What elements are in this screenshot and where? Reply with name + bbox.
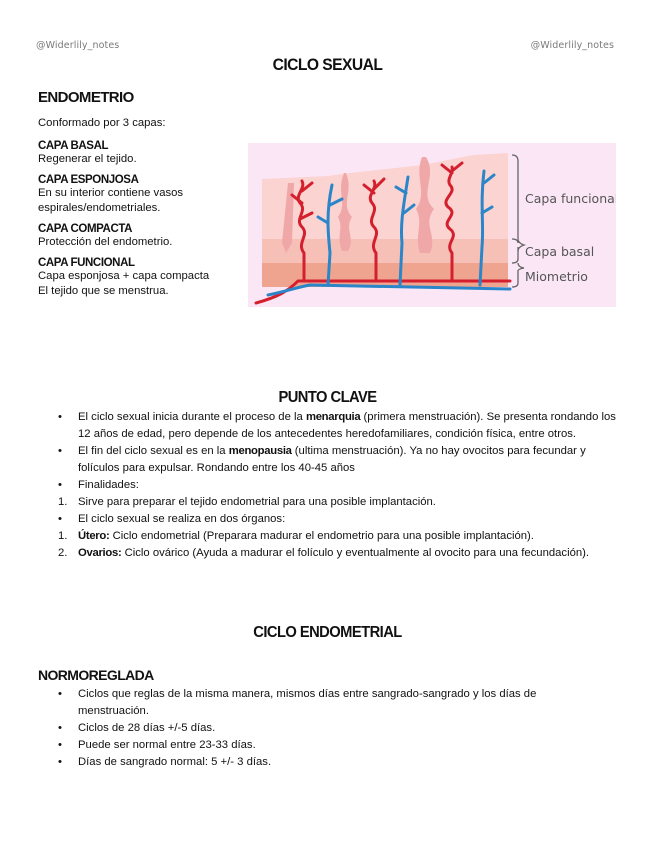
page-title: CICLO SEXUAL	[272, 55, 383, 74]
list-item: • Puede ser normal entre 23-33 días.	[58, 739, 256, 751]
layer-name: CAPA FUNCIONAL	[38, 257, 135, 269]
layer-desc: Regenerar el tejido.	[38, 153, 137, 165]
label-capa-funcional: Capa funcional	[525, 191, 616, 206]
list-item: 2. Ovarios: Ciclo ovárico (Ayuda a madurar el folículo y eventualmente al ovocito para una fecundación).	[58, 547, 590, 559]
layer-name: CAPA COMPACTA	[38, 223, 133, 235]
layer-capa-basal	[38, 140, 238, 167]
layer-desc: Protección del endometrio.	[38, 236, 173, 248]
list-item: • Ciclos de 28 días +/-5 días.	[58, 722, 216, 734]
watermark-right: @Widerlily_notes	[530, 40, 614, 51]
endometrio-intro: Conformado por 3 capas:	[38, 117, 166, 129]
endometrio-layers	[38, 116, 238, 306]
list-item: • Días de sangrado normal: 5 +/- 3 días.	[58, 756, 272, 768]
layer-capa-compacta	[38, 223, 238, 250]
watermark-left: @Widerlily_notes	[36, 40, 120, 51]
punto-clave-list	[50, 409, 620, 562]
label-capa-basal: Capa basal	[525, 244, 595, 259]
endometrium-layers-illustration	[248, 143, 616, 307]
normoreglada-list	[50, 686, 550, 771]
list-item: • El ciclo sexual se realiza en dos órganos:	[58, 513, 286, 525]
endometrium-diagram	[248, 143, 616, 307]
layer-desc: espirales/endometriales.	[38, 202, 161, 214]
layer-desc: En su interior contiene vasos	[38, 187, 184, 199]
list-item: • El ciclo sexual inicia durante el proceso de la menarquia (primera menstruación). Se presenta rondando los 12 años de edad, pero depende de los antecedentes heredofamiliares, condición física, entre otros.	[58, 411, 616, 440]
layer-name: CAPA BASAL	[38, 140, 109, 152]
layer-capa-funcional	[38, 257, 238, 299]
section-heading-punto-clave: PUNTO CLAVE	[278, 389, 377, 406]
layer-desc: Capa esponjosa + capa compacta	[38, 270, 210, 282]
layer-name: CAPA ESPONJOSA	[38, 174, 139, 186]
layer-desc: El tejido que se menstrua.	[38, 285, 169, 297]
label-miometrio: Miometrio	[525, 269, 588, 284]
section-heading-ciclo-endometrial: CICLO ENDOMETRIAL	[253, 624, 402, 641]
subheading-normoreglada: NORMOREGLADA	[38, 667, 154, 683]
list-item: • El fin del ciclo sexual es en la menopausia (ultima menstruación). Ya no hay ovocitos para fecundar y folículos para expulsar. Rondando entre los 40-45 años	[58, 445, 586, 474]
list-item: 1. Sirve para preparar el tejido endometrial para una posible implantación.	[58, 496, 436, 508]
list-item: • Ciclos que reglas de la misma manera, mismos días entre sangrado-sangrado y los días de menstruación.	[58, 688, 537, 717]
layer-capa-esponjosa	[38, 174, 238, 216]
list-item: 1. Útero: Ciclo endometrial (Preparara madurar el endometrio para una posible implantación).	[58, 530, 534, 542]
list-item: • Finalidades:	[58, 479, 139, 491]
section-heading-endometrio: ENDOMETRIO	[38, 89, 134, 106]
